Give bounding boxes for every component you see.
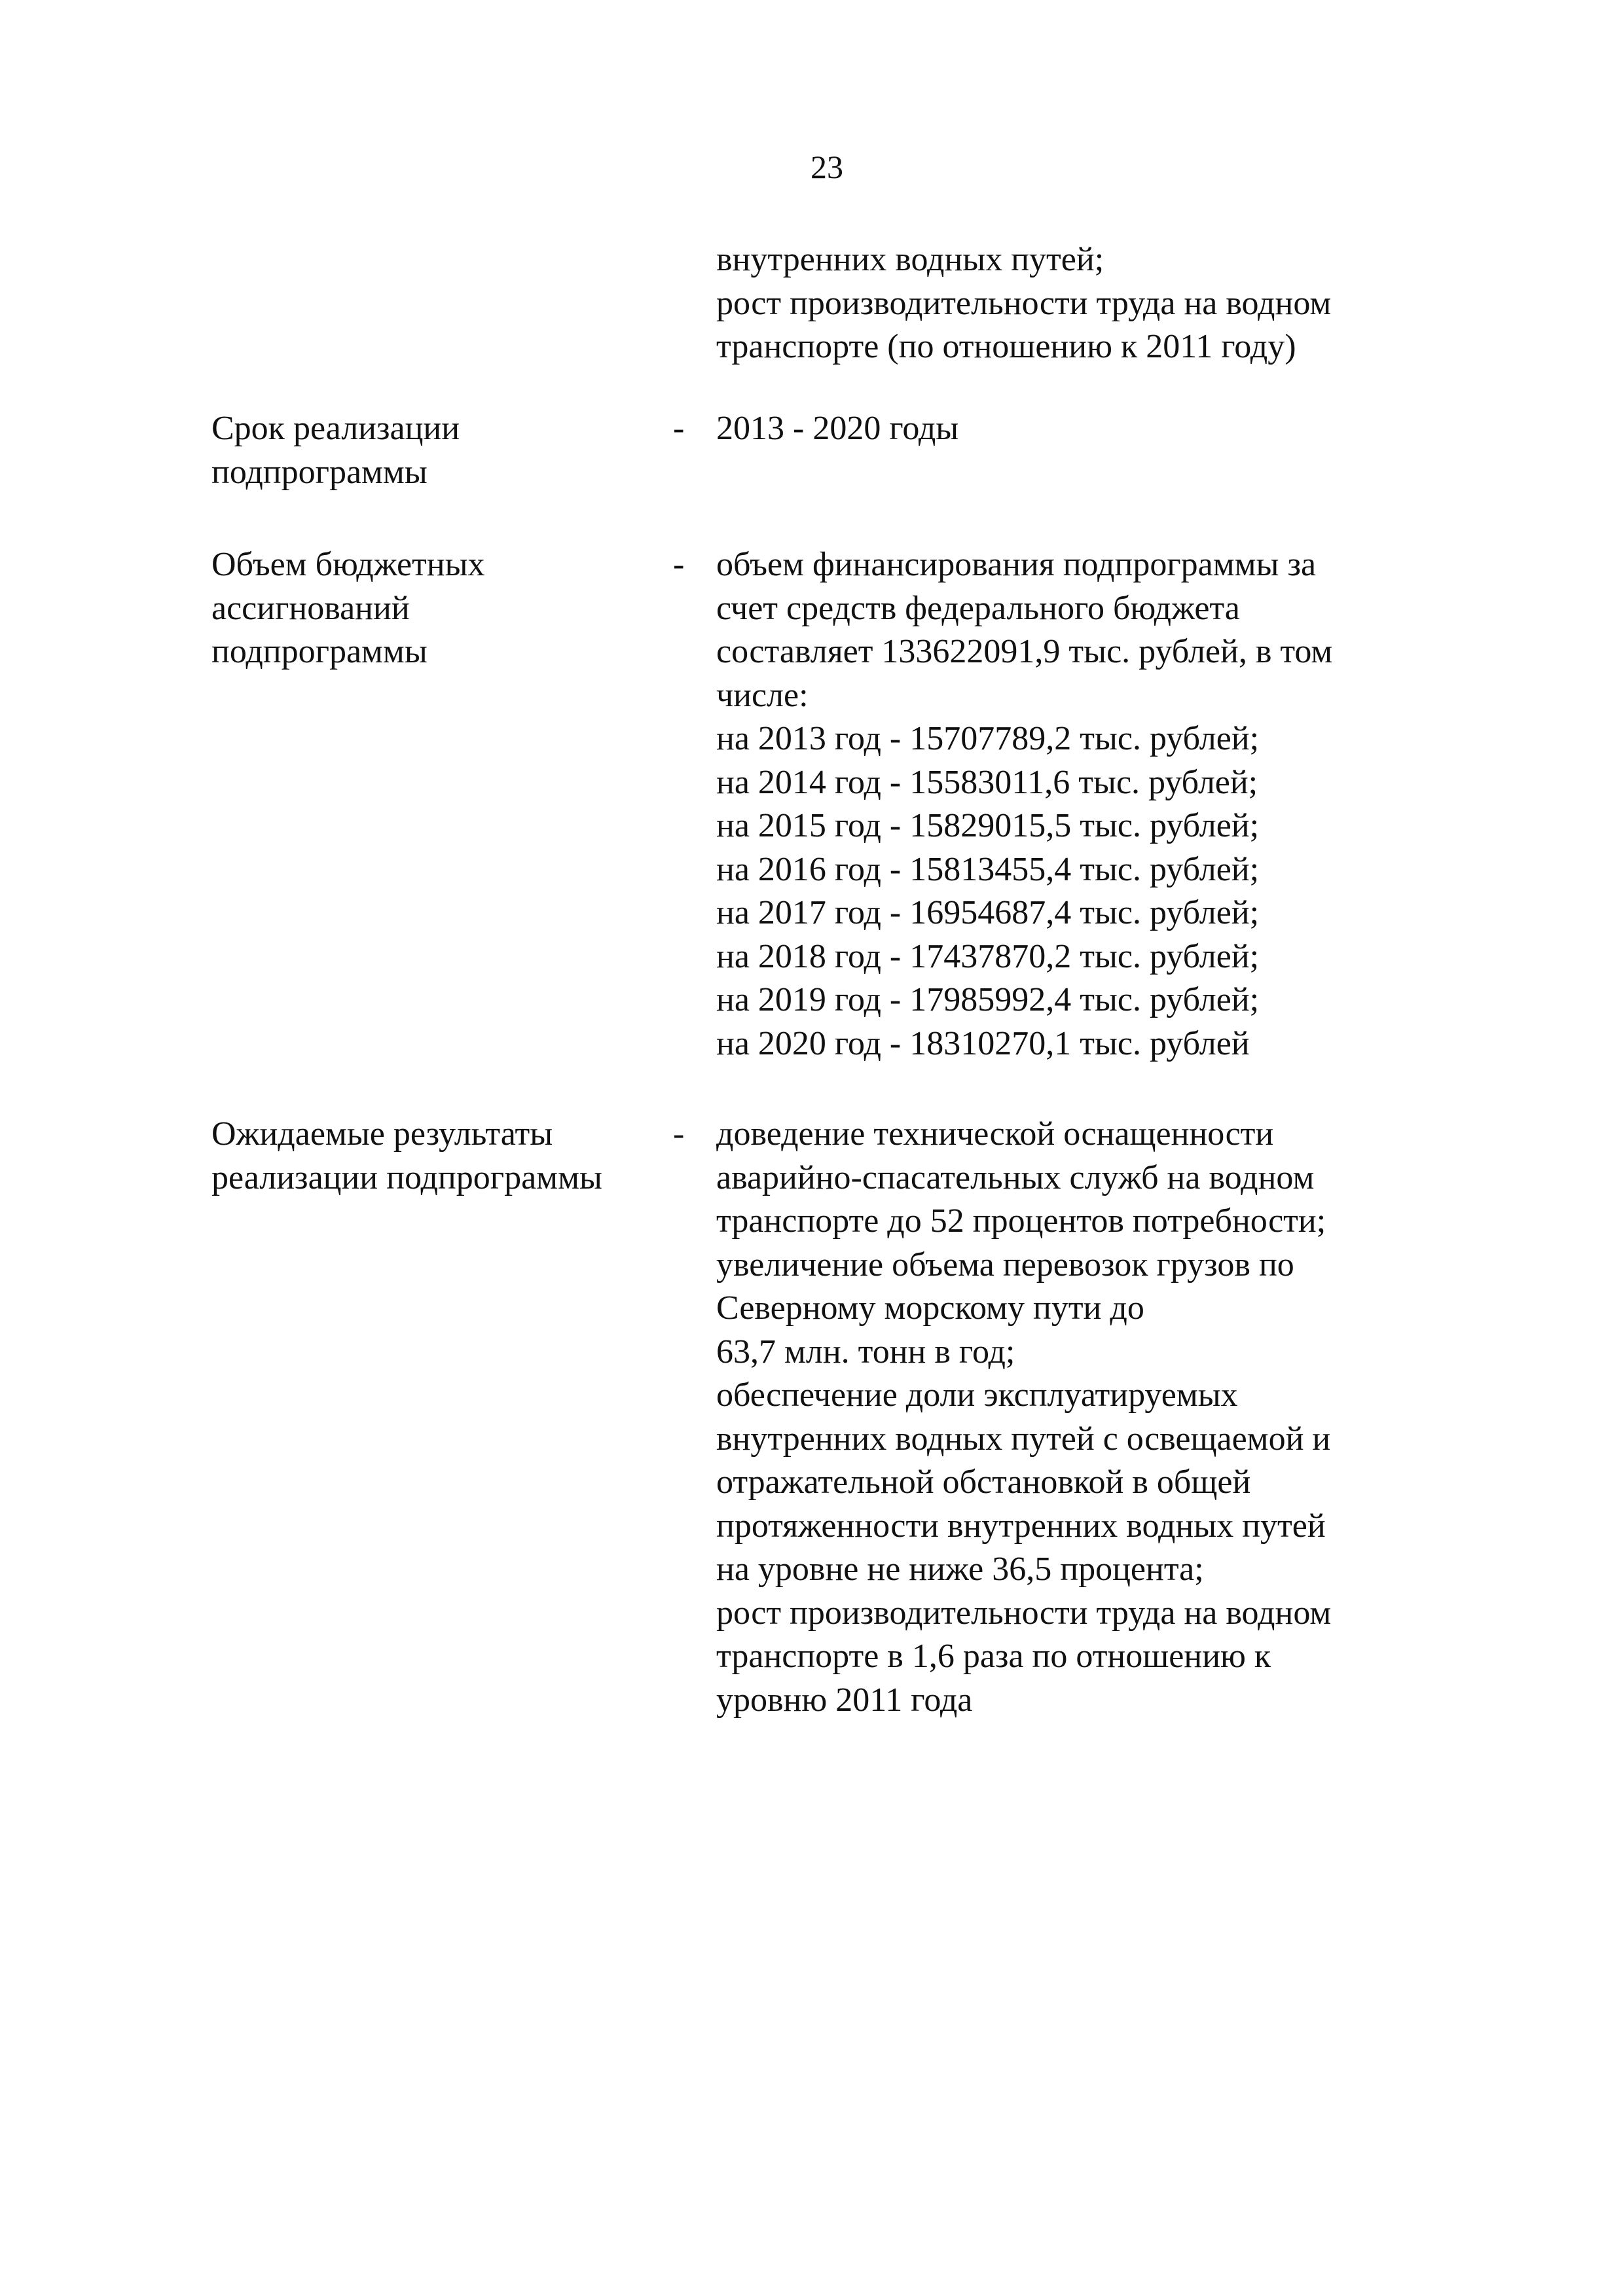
value-line: увеличение объема перевозок грузов по: [716, 1246, 1294, 1283]
value-line: внутренних водных путей с освещаемой и: [716, 1420, 1331, 1458]
label-line: Объем бюджетных: [211, 546, 485, 583]
value-line: протяженности внутренних водных путей: [716, 1507, 1326, 1545]
value-line: на 2016 год - 15813455,4 тыс. рублей;: [716, 850, 1260, 888]
value-line: рост производительности труда на водном: [716, 1594, 1332, 1632]
row-dash: -: [673, 1115, 685, 1153]
row-dash: -: [673, 546, 685, 583]
value-line: счет средств федерального бюджета: [716, 589, 1240, 627]
value-line: на 2017 год - 16954687,4 тыс. рублей;: [716, 894, 1260, 931]
row-label: [211, 1113, 696, 1200]
value-line: 63,7 млн. тонн в год;: [716, 1333, 1015, 1371]
text-line: рост производительности труда на водном: [716, 284, 1332, 322]
value-line: на 2020 год - 18310270,1 тыс. рублей: [716, 1024, 1250, 1062]
value-line: транспорте до 52 процентов потребности;: [716, 1202, 1326, 1240]
value-line: на 2018 год - 17437870,2 тыс. рублей;: [716, 937, 1260, 975]
value-line: объем финансирования подпрограммы за: [716, 546, 1317, 583]
row-dash: -: [673, 410, 685, 447]
row-value: [716, 543, 1502, 1066]
label-line: ассигнований: [211, 589, 410, 627]
value-line: доведение технической оснащенности: [716, 1115, 1274, 1153]
text-line: транспорте (по отношению к 2011 году): [716, 328, 1296, 365]
row-label: [211, 543, 696, 674]
value-line: числе:: [716, 676, 809, 714]
row-value: [716, 407, 1502, 451]
value-line: уровню 2011 года: [716, 1681, 973, 1719]
page-number: 23: [811, 149, 843, 185]
row-label: [211, 407, 696, 494]
value-line: составляет 133622091,9 тыс. рублей, в том: [716, 633, 1333, 670]
value-line: 2013 - 2020 годы: [716, 410, 959, 447]
label-line: Ожидаемые результаты: [211, 1115, 553, 1153]
continuation-text: [716, 238, 1331, 369]
label-line: реализации подпрограммы: [211, 1158, 602, 1196]
label-line: подпрограммы: [211, 633, 428, 670]
label-line: Срок реализации: [211, 410, 460, 447]
value-line: Северному морскому пути до: [716, 1289, 1144, 1327]
value-line: на уровне не ниже 36,5 процента;: [716, 1551, 1204, 1588]
value-line: на 2013 год - 15707789,2 тыс. рублей;: [716, 720, 1260, 757]
value-line: аварийно-спасательных служб на водном: [716, 1158, 1315, 1196]
label-line: подпрограммы: [211, 453, 428, 491]
value-line: на 2019 год - 17985992,4 тыс. рублей;: [716, 981, 1260, 1018]
value-line: на 2014 год - 15583011,6 тыс. рублей;: [716, 763, 1258, 801]
value-line: на 2015 год - 15829015,5 тыс. рублей;: [716, 807, 1260, 844]
value-line: обеспечение доли эксплуатируемых: [716, 1376, 1238, 1414]
value-line: отражательной обстановкой в общей: [716, 1463, 1251, 1501]
text-line: внутренних водных путей;: [716, 241, 1104, 278]
row-value: [716, 1113, 1502, 1722]
value-line: транспорте в 1,6 раза по отношению к: [716, 1638, 1271, 1675]
